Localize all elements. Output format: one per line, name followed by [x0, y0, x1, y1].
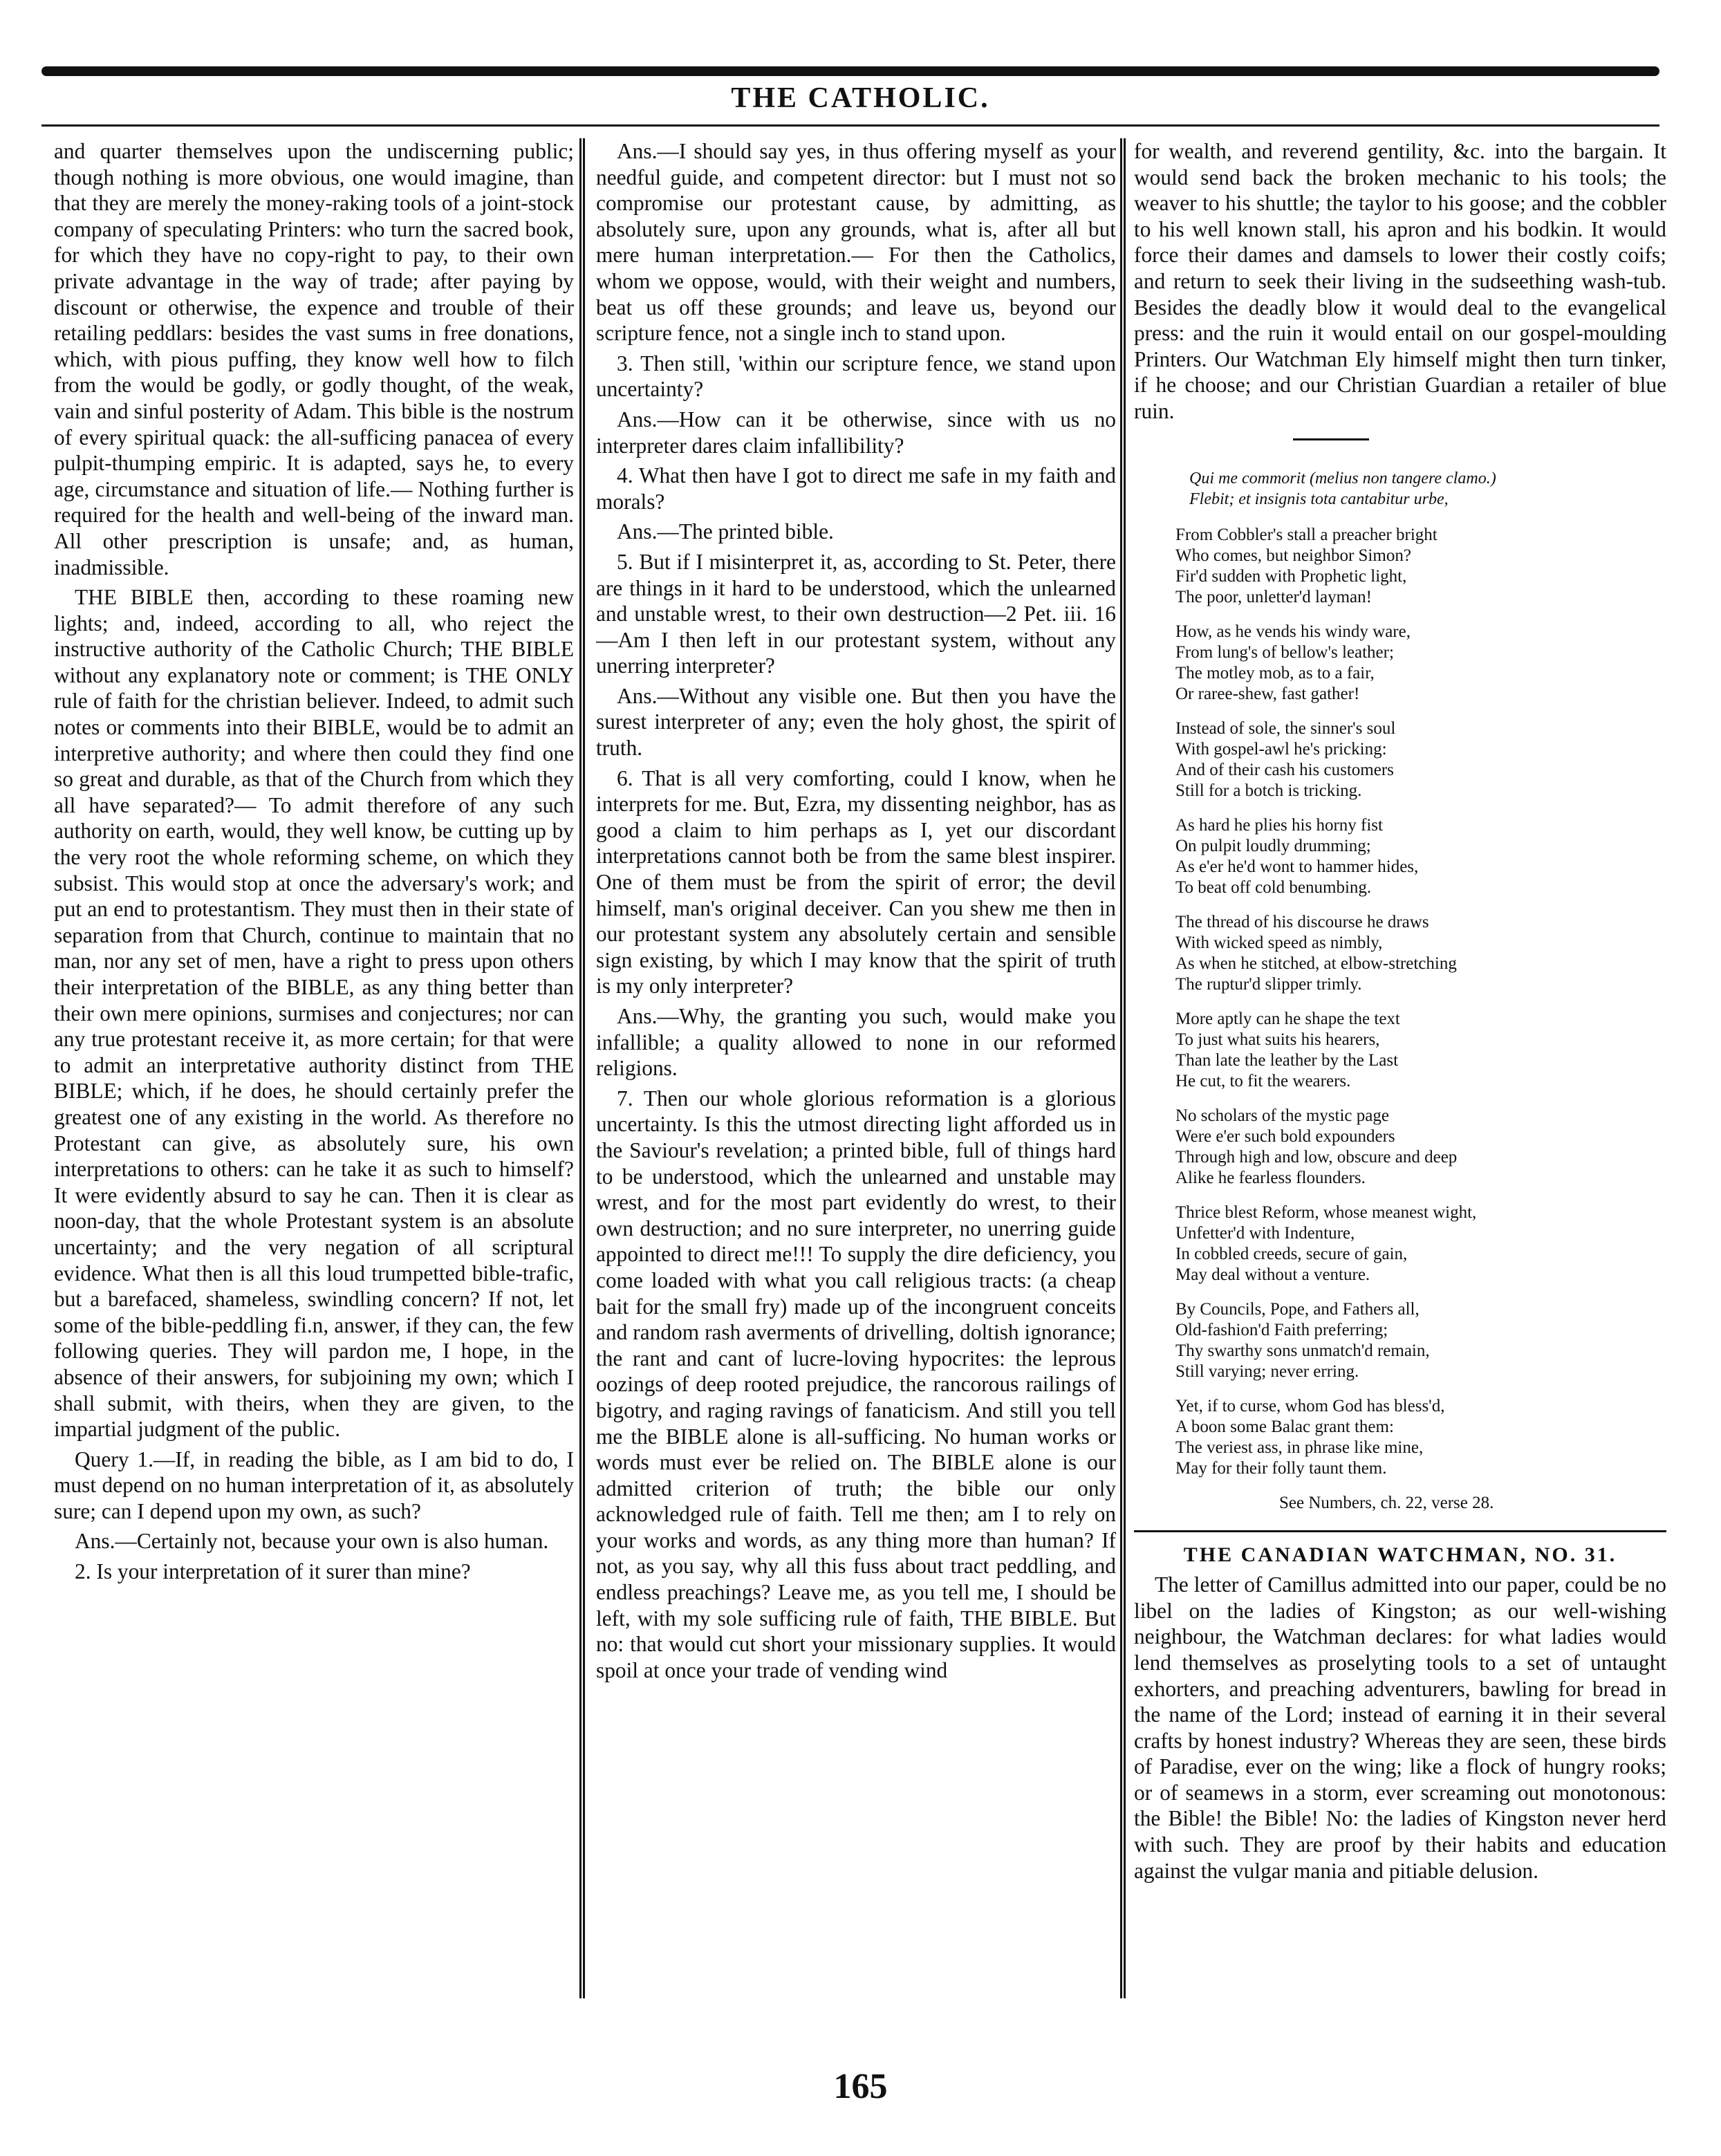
- top-ornamental-rule: [41, 66, 1659, 76]
- col1-paragraph: Query 1.—If, in reading the bible, as I am bid to do, I must depend on no human interpretation of it, as absolutely sure; can I depend upon my own, as such?: [54, 1447, 574, 1523]
- col2-paragraph: 4. What then have I got to direct me safe in my faith and morals?: [596, 463, 1116, 514]
- col2-paragraph: Ans.—I should say yes, in thus offering myself as your needful guide, and competent director: but I must not so compromise our protestant cause, by admitting, as absolutely sure, upon any grounds, what is, after all but mere human interpretation.— For then the Catholics, whom we oppose, would, with their weight and numbers, beat us off these grounds; and leave us, beyond our scripture fence, not a single inch to stand upon.: [596, 139, 1116, 346]
- masthead-title: THE CATHOLIC.: [731, 82, 990, 114]
- col1-paragraph: THE BIBLE then, according to these roaming new lights; and, indeed, according to all, who reject the instructive authority of the Catholic Church; THE BIBLE without any explanatory note or comment; is THE ONLY rule of faith for the christian believer. Indeed, to admit such notes or comments into their BIBLE, would be to admit an interpretive authority; and where then could they find one so great and durable, as that of the Church from which they all have separated?— To admit therefore of any such authority on earth, would, they well know, be cutting up by the very root the whole reforming scheme, on which they subsist. This would stop at once the adversary's work; and put an end to protestantism. They must then in their state of separation from that Church, continue to maintain that no man, nor any set of men, have a right to press upon others their interpretation of the BIBLE, as any thing better than their own mere opinions, surmises and conjectures; nor can any true protestant receive it, as more certain; for that were to admit an interpretative authority distinct from THE BIBLE; which, if he does, he should certainly prefer the greatest one of any existing in the world. As therefore no Protestant can give, as absolutely sure, his own interpretations to others: can he take it as such to himself? It were evidently absurd to say he can. Then it is clear as noon-day, that the whole Protestant system is an absolute uncertainty; and the very negation of all scriptural evidence. What then is all this loud trumpetted bible-trafic, but a barefaced, shameless, swindling concern? If not, let some of the bible-peddling fi.n, answer, if they can, the few following queries. They will pardon me, I hope, in the absence of their answers, for subjoining my own; which I shall submit, with theirs, when they are given, to the impartial judgment of the public.: [54, 585, 574, 1442]
- poem-stanza: By Councils, Pope, and Fathers all, Old-fashion'd Faith preferring; Thy swarthy sons unmatch'd remain, Still varying; never erring.: [1175, 1299, 1430, 1381]
- poem-separator-rule: [1293, 438, 1369, 440]
- col3-intro-paragraph: for wealth, and reverend gentility, &c. into the bargain. It would send back the broken mechanic to his tools; the weaver to his shuttle; the taylor to his goose; and the cobbler to his well known stall, his apron and his bodkin. It would force their dames and damsels to lower their costly coifs; and return to seek their living in the sudseething wash-tub. Besides the deadly blow it would deal to the evangelical press: and the ruin it would entail on our gospel-moulding Printers. Our Watchman Ely himself might then turn tinker, if he choose; and our Christian Guardian a retailer of blue ruin.: [1134, 139, 1666, 423]
- col2-paragraph: Ans.—Why, the granting you such, would make you infallible; a quality allowed to none in our reformed religions.: [596, 1004, 1116, 1081]
- col1-paragraph: 2. Is your interpretation of it surer than mine?: [75, 1559, 471, 1584]
- poem-stanza: How, as he vends his windy ware, From lung's of bellow's leather; The motley mob, as to a fair, Or raree-shew, fast gather!: [1175, 622, 1411, 703]
- section-title: THE CANADIAN WATCHMAN, NO. 31.: [1183, 1543, 1617, 1566]
- section-rule: [1134, 1530, 1666, 1532]
- col2-paragraph: 3. Then still, 'within our scripture fence, we stand upon uncertainty?: [596, 351, 1116, 402]
- poem-stanza: Thrice blest Reform, whose meanest wight, Unfetter'd with Indenture, In cobbled creeds, secure of gain, May deal without a venture.: [1175, 1202, 1477, 1284]
- section-body: The letter of Camillus admitted into our paper, could be no libel on the ladies of Kingston; as our well-wishing neighbour, the Watchman declares: for what ladies would lend themselves as proselyting tools to a set of untaught exhorters, and preaching adventurers, bawling for bread in the name of the Lord; instead of earning it in their several crafts by honest industry? Whereas they are seen, these birds of Paradise, ever on the wing; like a flock of hungry rooks; or of seamews in a storm, ever screaming out monotonous: the Bible! the Bible! No: the ladies of Kingston never herd with such. They are proof by their habits and education against the vulgar mania and pitiable delusion.: [1134, 1572, 1666, 1883]
- col1-paragraph: Ans.—Certainly not, because your own is also human.: [75, 1529, 549, 1554]
- poem-stanza: From Cobbler's stall a preacher bright Who comes, but neighbor Simon? Fir'd sudden with Prophetic light, The poor, unletter'd layman!: [1175, 525, 1438, 606]
- col2-paragraph: 5. But if I misinterpret it, as, according to St. Peter, there are things in it hard to be understood, which the unlearned and unstable wrest, to their own destruction—2 Pet. iii. 16—Am I then left in our protestant system, without any unerring interpreter?: [596, 549, 1116, 678]
- header-rule: [41, 124, 1659, 127]
- page-number: 165: [833, 2067, 888, 2106]
- poem-stanza: The thread of his discourse he draws With wicked speed as nimbly, As when he stitched, at elbow-stretching The ruptur'd slipper trimly.: [1175, 912, 1457, 994]
- column-2: [596, 138, 1116, 1998]
- column-divider-1: [579, 138, 585, 1998]
- column-divider-2: [1120, 138, 1126, 1998]
- column-1: [54, 138, 574, 1998]
- poem-epigraph: Qui me commorit (melius non tangere clamo.) Flebit; et insignis tota cantabitur urbe,: [1189, 469, 1496, 508]
- poem-stanza: More aptly can he shape the text To just what suits his hearers, Than late the leather by the Last He cut, to fit the wearers.: [1175, 1009, 1400, 1090]
- poem-stanza: As hard he plies his horny fist On pulpit loudly drumming; As e'er he'd wont to hammer hides, To beat off cold benumbing.: [1175, 815, 1419, 897]
- poem: [1175, 468, 1666, 1514]
- poem-citation: See Numbers, ch. 22, verse 28.: [1279, 1493, 1494, 1512]
- poem-stanza: No scholars of the mystic page Were e'er such bold expounders Through high and low, obscure and deep Alike he fearless flounders.: [1175, 1106, 1458, 1187]
- col2-paragraph: Ans.—How can it be otherwise, since with us no interpreter dares claim infallibility?: [596, 407, 1116, 458]
- col2-paragraph: Ans.—Without any visible one. But then you have the surest interpreter of any; even the holy ghost, the spirit of truth.: [596, 683, 1116, 761]
- column-3: [1134, 138, 1666, 1998]
- poem-stanza: Yet, if to curse, whom God has bless'd, A boon some Balac grant them: The veriest ass, in phrase like mine, May for their folly taunt them.: [1175, 1396, 1445, 1478]
- col1-paragraph: and quarter themselves upon the undiscerning public; though nothing is more obvious, one would imagine, than that they are merely the money-raking tools of a joint-stock company of speculating Printers: who turn the sacred book, for which they have no copy-right to pay, to their own private advantage in the way of trade; after paying by discount or otherwise, the expence and trouble of their retailing peddlars: besides the vast sums in free donations, which, with pious puffing, they know well how to filch from the would be godly, or godly thought, of the weak, vain and sinful posterity of Adam. This bible is the nostrum of every spiritual quack: the all-sufficing panacea of every pulpit-thumping empiric. It is adapted, says he, to every age, circumstance and situation of life.— Nothing further is required for the health and well-being of the inward man. All other prescription is unsafe; and, as human, inadmissible.: [54, 139, 574, 579]
- poem-stanza: Instead of sole, the sinner's soul With gospel-awl he's pricking: And of their cash his customers Still for a botch is tricking.: [1175, 718, 1396, 800]
- col2-paragraph: 6. That is all very comforting, could I know, when he interprets for me. But, Ezra, my dissenting neighbor, has as good a claim to him perhaps as I, yet our discordant interpretations cannot both be from the same blest inspirer. One of them must be from the spirit of error; the devil himself, man's original deceiver. Can you shew me then in our protestant system any absolutely certain and sensible sign existing, by which I may know that the spirit of truth is my only interpreter?: [596, 765, 1116, 998]
- col2-paragraph: 7. Then our whole glorious reformation is a glorious uncertainty. Is this the utmost directing light afforded us in the Saviour's revelation; a printed bible, full of things hard to be understood, which the unlearned and unstable may wrest, and for the most part evidently do wrest, to their own destruction; and no sure interpreter, no unerring guide appointed to direct me!!! To supply the dire deficiency, you come loaded with what you call religious tracts: (a cheap bait for the small fry) made up of the incongruent conceits and random rash averments of drivelling, doltish ignorance; the rant and cant of lucre-loving hypocrites: the leprous oozings of deep rooted prejudice, the rancorous railings of bigotry, and raging ravings of fanaticism. And still you tell me the BIBLE alone is all-sufficing. No human works or words must ever be relied on. The BIBLE alone is our admitted criterion of truth; the bible our only acknowledged rule of faith. Tell me then; am I to rely on your works and words, as any thing more than human? If not, as you say, why all this fuss about tract peddling, and endless preachings? Leave me, as you tell me, I should be left, with my sole sufficing rule of faith, THE BIBLE. But no: that would cut short your missionary supplies. It would spoil at once your trade of vending wind: [596, 1086, 1116, 1682]
- col2-paragraph: Ans.—The printed bible.: [617, 519, 834, 544]
